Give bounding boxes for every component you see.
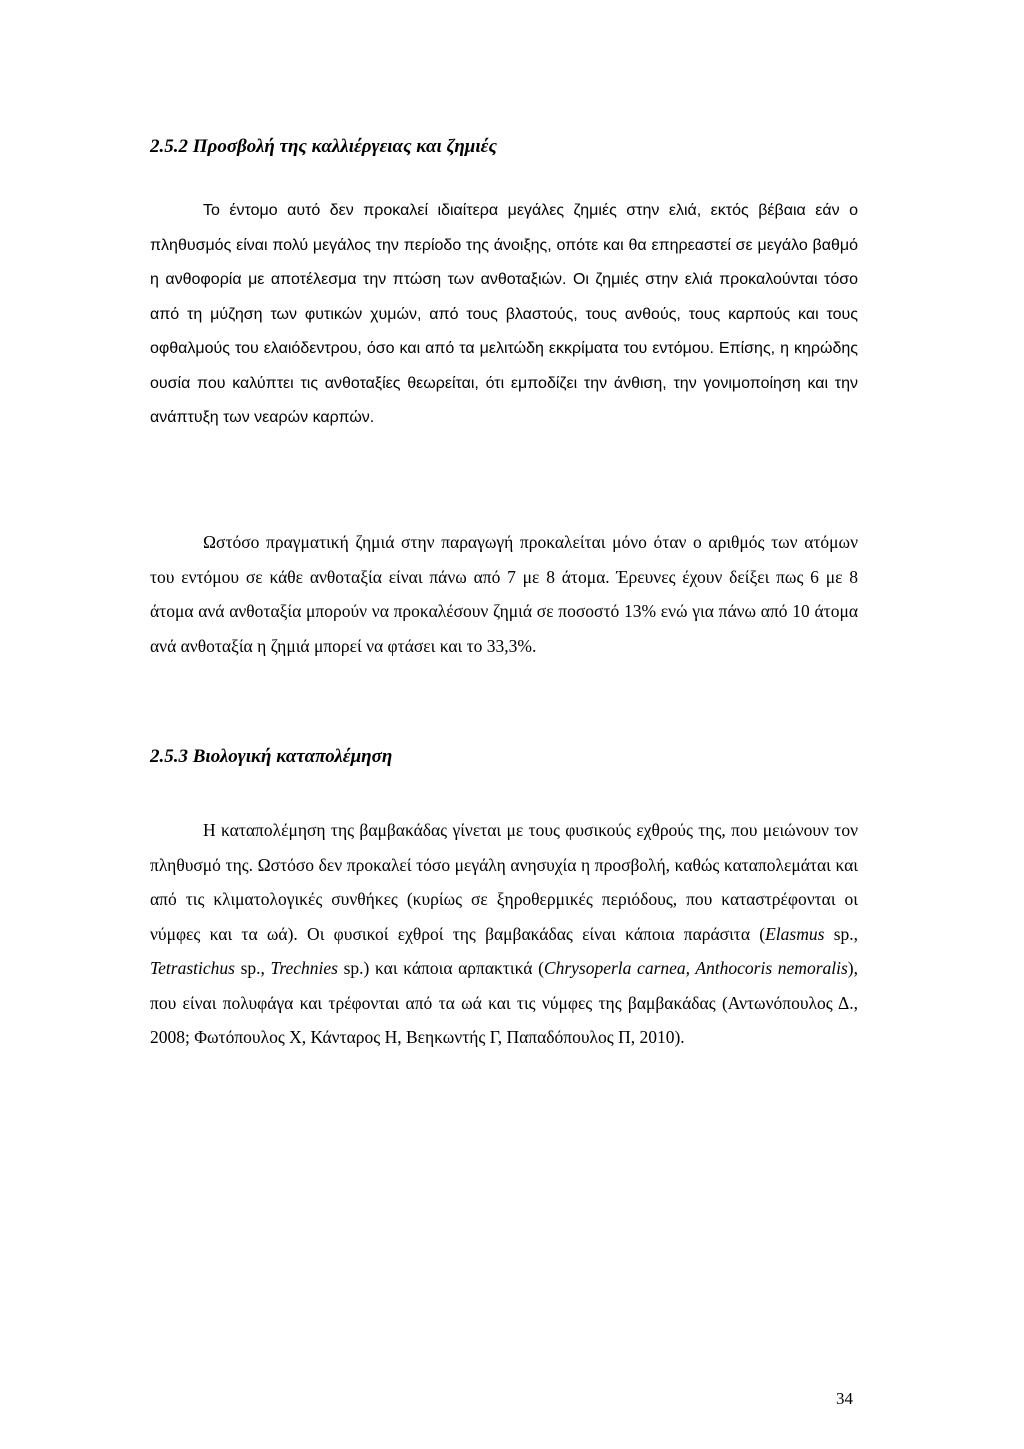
- paragraph-damage-threshold: Ωστόσο πραγματική ζημιά στην παραγωγή προκαλείται μόνο όταν ο αριθμός των ατόμων του εντόμου σε κάθε ανθοταξία είναι πάνω από 7 με 8 άτομα. Έρευνες έχουν δείξει πως 6 με 8 άτομα ανά ανθοταξία μπορούν να προκαλέσουν ζημιά σε ποσοστό 13% ενώ για πάνω από 10 άτομα ανά ανθοταξία η ζημιά μπορεί να φτάσει και το 33,3%.: [150, 532, 858, 656]
- species-name: Elasmus: [765, 923, 825, 944]
- text-segment: sp.,: [234, 958, 271, 978]
- species-name: Trechnies: [270, 958, 338, 978]
- species-name: Tetrastichus: [150, 958, 235, 978]
- text-segment: sp.) και κάποια αρπακτικά (: [337, 958, 544, 978]
- page-number: 34: [836, 1389, 853, 1408]
- species-name: Chrysoperla carnea, Anthocoris nemoralis: [543, 958, 848, 978]
- section-heading-2-5-3: 2.5.3 Βιολογική καταπολέμηση: [150, 746, 393, 767]
- section-heading-2-5-2: 2.5.2 Προσβολή της καλλιέργειας και ζημιές: [150, 136, 497, 157]
- text-segment: sp.,: [824, 923, 859, 944]
- text-segment: ), που είναι πολυφάγα και τρέφονται από τα ωά και τις νύμφες της βαμβακάδας (Αντωνόπουλος Δ., 2008; Φωτόπουλος Χ, Κάνταρος Η, Βεηκωντής Γ, Παπαδόπουλος Π, 2010).: [150, 958, 858, 1047]
- paragraph-biological-control: [150, 813, 858, 1055]
- paragraph-damage-description: Το έντομο αυτό δεν προκαλεί ιδιαίτερα μεγάλες ζημιές στην ελιά, εκτός βέβαια εάν ο πληθυσμός είναι πολύ μεγάλος την περίοδο της άνοιξης, οπότε και θα επηρεαστεί σε μεγάλο βαθμό η ανθοφορία με αποτέλεσμα την πτώση των ανθοταξιών. Οι ζημιές στην ελιά προκαλούνται τόσο από τη μύζηση των φυτικών χυμών, από τους βλαστούς, τους ανθούς, τους καρπούς και τους οφθαλμούς του ελαιόδεντρου, όσο και από τα μελιτώδη εκκρίματα του εντόμου. Επίσης, η κηρώδης ουσία που καλύπτει τις ανθοταξίες θεωρείται, ότι εμποδίζει την άνθιση, την γονιμοποίηση και την ανάπτυξη των νεαρών καρπών.: [150, 202, 858, 426]
- text-segment: Η καταπολέμηση της βαμβακάδας γίνεται με τους φυσικούς εχθρούς της, που μειώνουν τον πληθυσμό της. Ωστόσο δεν προκαλεί τόσο μεγάλη ανησυχία η προσβολή, καθώς καταπολεμάται και από τις κλιματολογικές συνθήκες (κυρίως σε ξηροθερμικές περιόδους, που καταστρέφονται οι νύμφες και τα ωά). Οι φυσικοί εχθροί της βαμβακάδας είναι κάποια παράσιτα (: [150, 820, 858, 944]
